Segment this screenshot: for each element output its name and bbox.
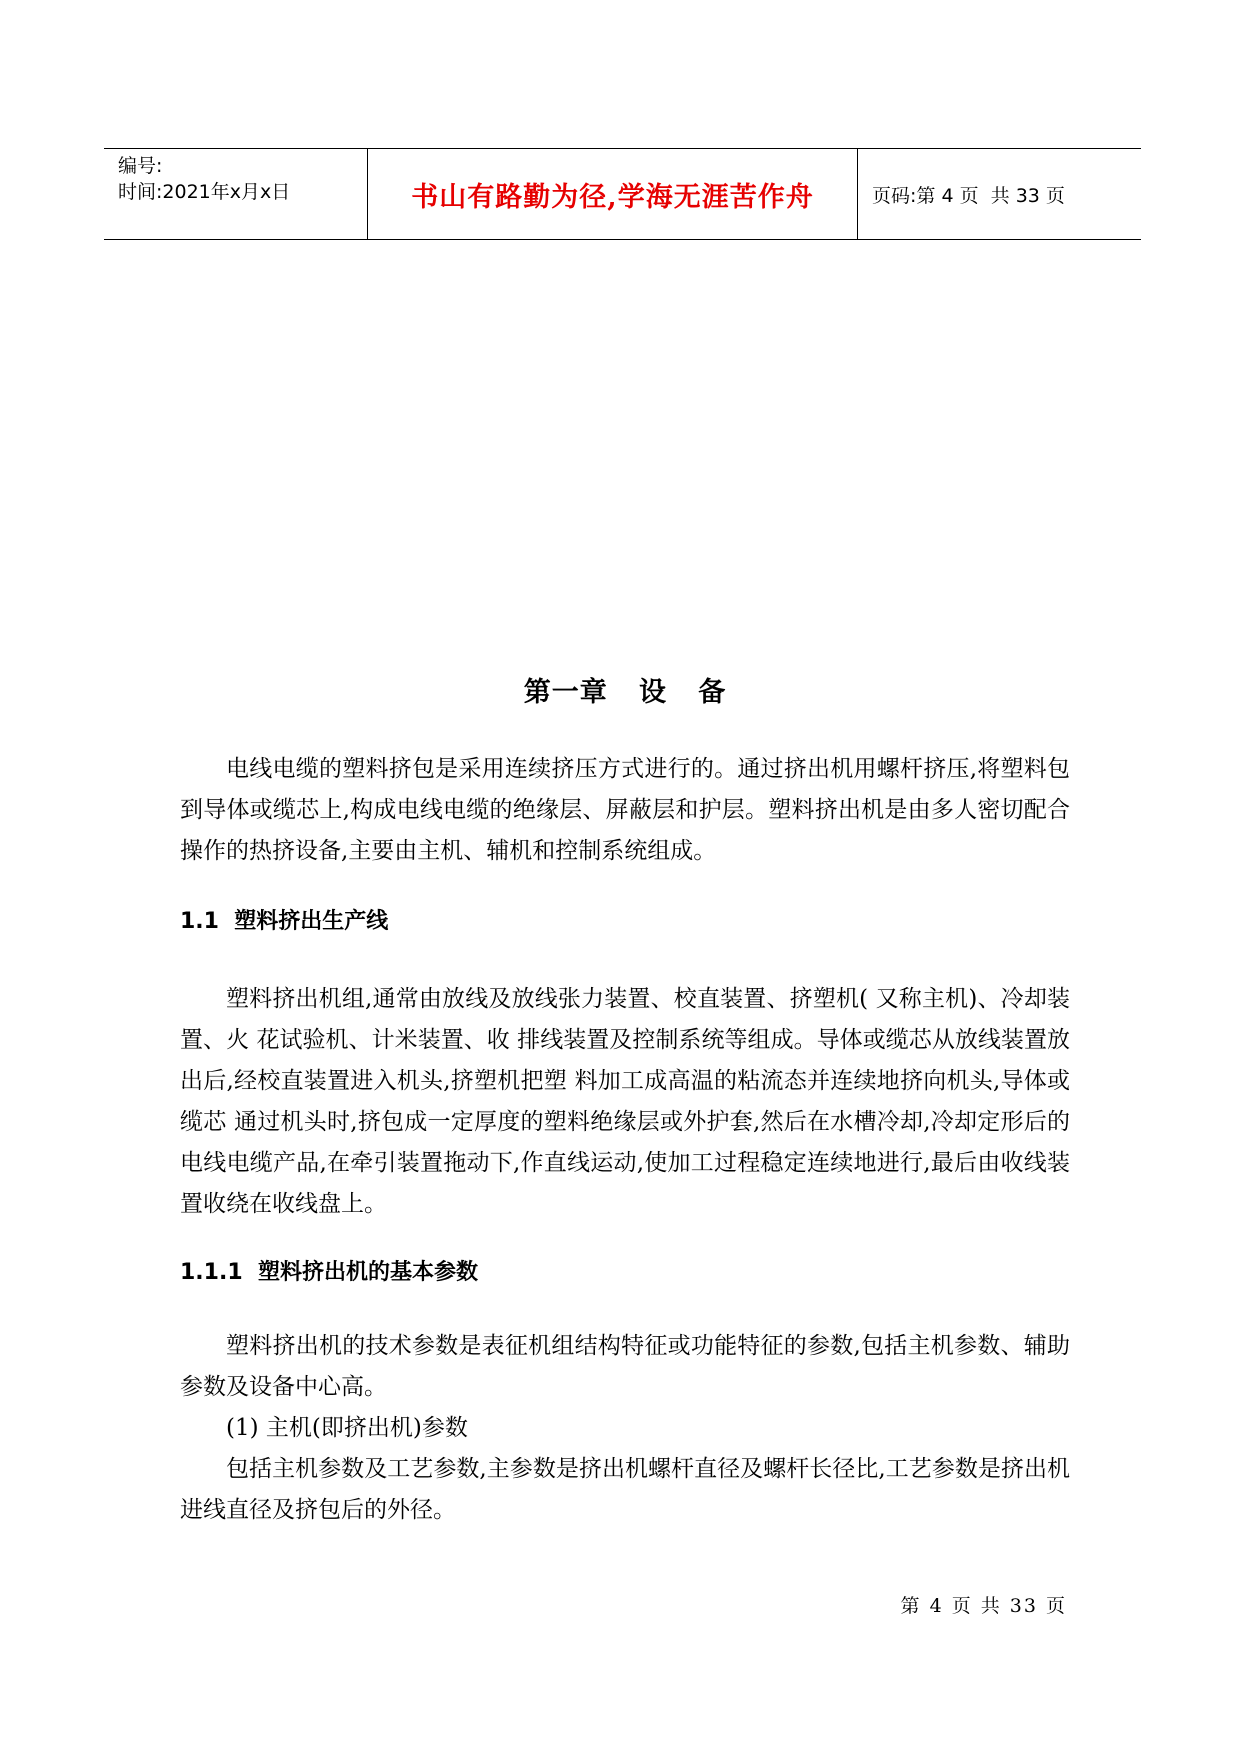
section-1-1-1-paragraph: 塑料挤出机的技术参数是表征机组结构特征或功能特征的参数,包括主机参数、辅助参数及设备中心高。 [180, 1333, 1070, 1400]
chapter-title: 第一章 设 备 [523, 677, 727, 708]
item-1-title: (1) 主机(即挤出机)参数 [226, 1415, 468, 1441]
section-1-1-paragraph: 塑料挤出机组,通常由放线及放线张力装置、校直装置、挤塑机( 又称主机)、冷却装置、火 花试验机、计米装置、收 排线装置及控制系统等组成。导体或缆芯从放线装置放出后,经校直装置进入机头,挤塑机把塑 料加工成高温的粘流态并连续地挤向机头,导体或缆芯 通过机头时,挤包成一定厚度的塑料绝缘层或外护套,然后在水槽冷却,冷却定形后的电线电缆产品,在牵引装置拖动下,作直线运动,使加工过程稳定连续地进行,最后由收线装置收绕在收线盘上。 [180, 986, 1070, 1217]
page-info-text: 页码:第 4 页 共 33 页 [872, 184, 1065, 207]
section-heading-1-1: 1.1 塑料挤出生产线 [180, 909, 389, 934]
header-motto [368, 149, 858, 239]
chapter-intro-paragraph: 电线电缆的塑料挤包是采用连续挤压方式进行的。通过挤出机用螺杆挤压,将塑料包到导体或缆芯上,构成电线电缆的绝缘层、屏蔽层和护层。塑料挤出机是由多人密切配合操作的热挤设备,主要由主机、辅机和控制系统组成。 [180, 756, 1070, 864]
header-meta [104, 149, 368, 239]
section-heading-1-1-1: 1.1.1 塑料挤出机的基本参数 [180, 1260, 478, 1285]
footer-page-number: 第 4 页 共 33 页 [900, 1595, 1067, 1617]
document-body [180, 670, 1070, 1531]
motto-text: 书山有路勤为径,学海无涯苦作舟 [411, 181, 814, 213]
document-time-label: 时间:2021年x月x日 [118, 181, 291, 203]
header-page-info [858, 149, 1141, 239]
page-footer [901, 1591, 1067, 1618]
item-1-paragraph: 包括主机参数及工艺参数,主参数是挤出机螺杆直径及螺杆长径比,工艺参数是挤出机进线直径及挤包后的外径。 [180, 1456, 1070, 1523]
document-number-label: 编号: [118, 155, 163, 177]
document-header [104, 148, 1141, 240]
